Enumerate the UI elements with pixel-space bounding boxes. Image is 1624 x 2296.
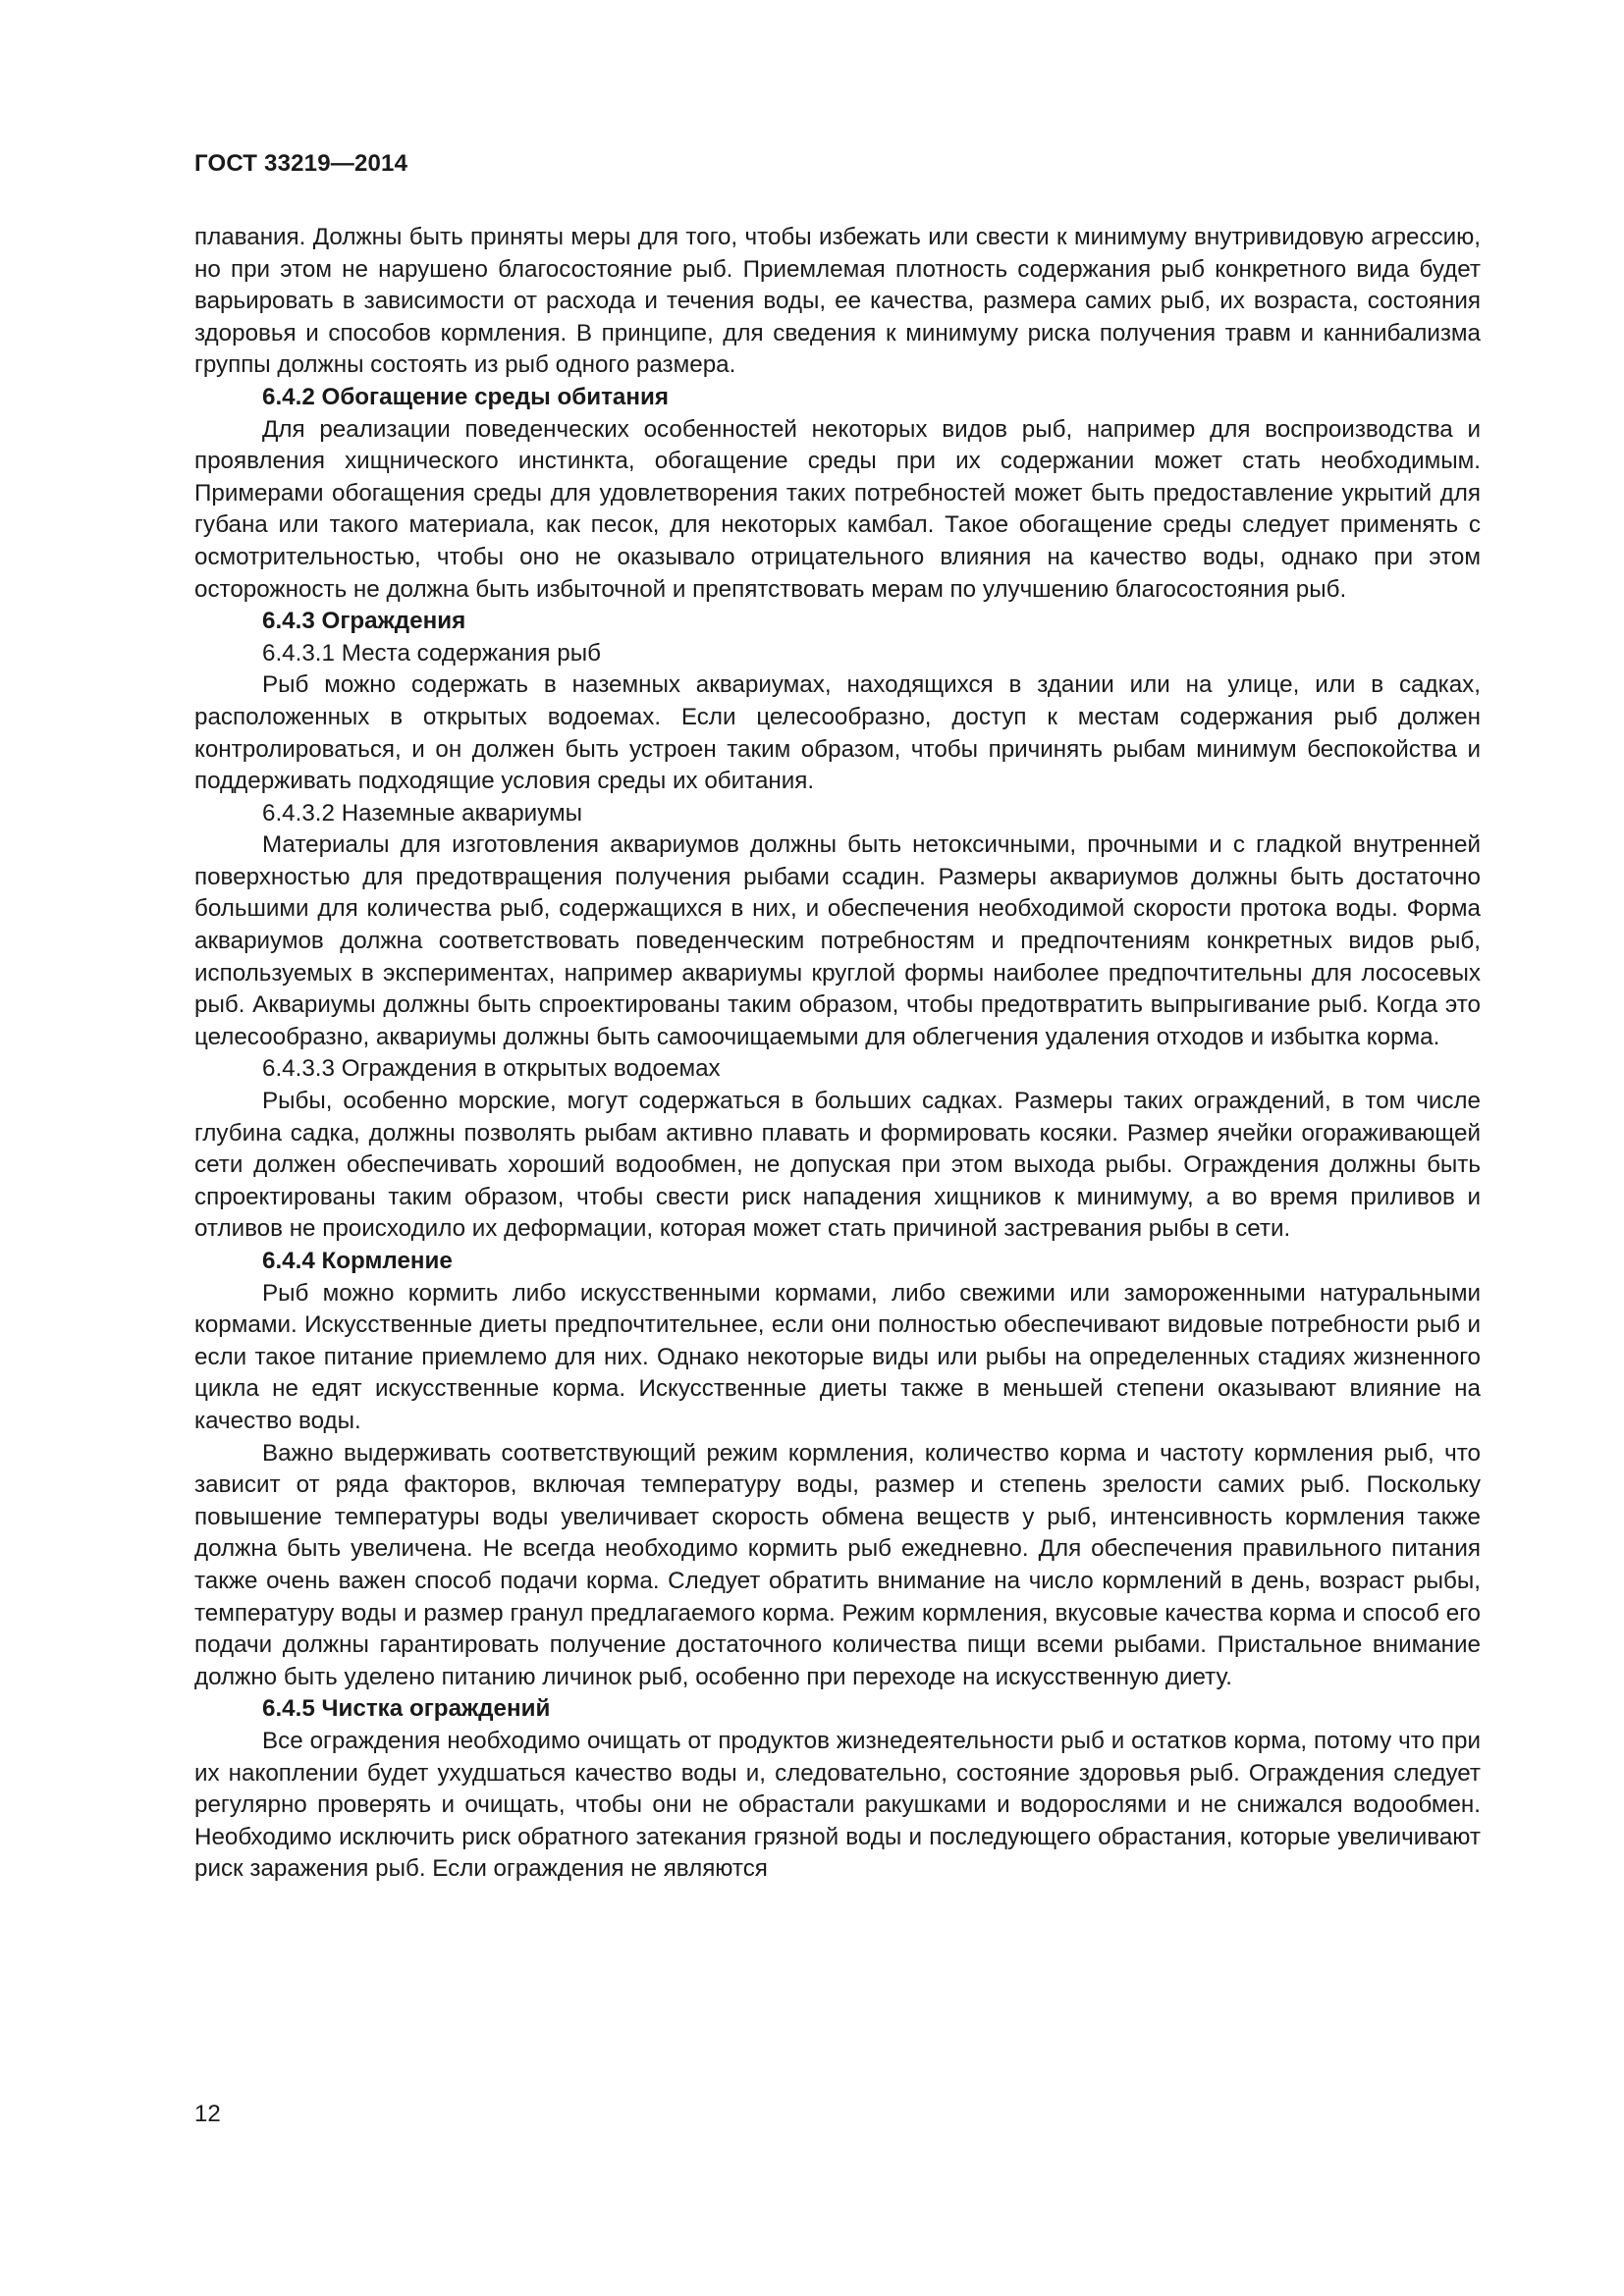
subsection-heading-6-4-3-2: 6.4.3.2 Наземные аквариумы [262, 799, 583, 827]
paragraph-enrichment: Для реализации поведенческих особенностей некоторых видов рыб, например для воспроизводства и проявления хищнического инстинкта, обогащение среды при их содержании может стать необходимым. Примерами обогащения среды для удовлетворения таких потребностей может быть предоставление укрытий для губана или такого материала, как песок, для некоторых камбал. Такое обогащение среды следует применять с осмотрительностью, чтобы оно не оказывало отрицательного влияния на качество воды, однако при этом осторожность не должна быть избыточной и препятствовать мерам по улучшению благосостояния рыб. [194, 415, 1481, 603]
section-heading-6-4-5: 6.4.5 Чистка ограждений [262, 1695, 551, 1723]
paragraph-feeding-diets: Рыб можно кормить либо искусственными кормами, либо свежими или замороженными натуральными кормами. Искусственные диеты предпочтительнее, если они полностью обеспечивают видовые потребности рыб и если такое питание приемлемо для них. Однако некоторые виды или рыбы на определенных стадиях жизненного цикла не едят искусственные корма. Искусственные диеты также в меньшей степени оказывают влияние на качество воды. [194, 1279, 1481, 1434]
section-heading-6-4-4: 6.4.4 Кормление [262, 1248, 453, 1274]
paragraph-continuation: плавания. Должны быть приняты меры для того, чтобы избежать или свести к минимуму внутривидовую агрессию, но при этом не нарушено благосостояние рыб. Приемлемая плотность содержания рыб конкретного вида будет варьировать в зависимости от расхода и течения воды, ее качества, размера самих рыб, их возраста, состояния здоровья и способов кормления. В принципе, для сведения к минимуму риска получения травм и каннибализма группы должны состоять из рыб одного размера. [194, 224, 1481, 379]
subsection-heading-6-4-3-3: 6.4.3.3 Ограждения в открытых водоемах [262, 1055, 721, 1083]
page-number: 12 [194, 2101, 221, 2127]
subsection-heading-6-4-3-1: 6.4.3.1 Места содержания рыб [262, 639, 601, 667]
paragraph-feeding-regime: Важно выдерживать соответствующий режим кормления, количество корма и частоту кормления рыб, что зависит от ряда факторов, включая температуру воды, размер и степень зрелости самих рыб. Поскольку повышение температуры воды увеличивает скорость обмена веществ у рыб, интенсивность кормления также должна быть увеличена. Не всегда необходимо кормить рыб ежедневно. Для обеспечения правильного питания также очень важен способ подачи корма. Следует обратить внимание на число кормлений в день, возраст рыбы, температуру воды и размер гранул предлагаемого корма. Режим кормления, вкусовые качества корма и способ его подачи должны гарантировать получение достаточного количества пищи всеми рыбами. Пристальное внимание должно быть уделено питанию личинок рыб, особенно при переходе на искусственную диету. [194, 1439, 1481, 1690]
standard-header: ГОСТ 33219—2014 [194, 150, 408, 177]
paragraph-enclosure-cleaning: Все ограждения необходимо очищать от продуктов жизнедеятельности рыб и остатков корма, потому что при их накоплении будет ухудшаться качество воды и, следовательно, состояние здоровья рыб. Ограждения следует регулярно проверять и очищать, чтобы они не обрастали ракушками и водорослями и не снижался водообмен. Необходимо исключить риск обратного затекания грязной воды и последующего обрастания, которые увеличивают риск заражения рыб. Если ограждения не являются [194, 1727, 1481, 1883]
paragraph-housing-places: Рыб можно содержать в наземных аквариумах, находящихся в здании или на улице, или в садках, расположенных в открытых водоемах. Если целесообразно, доступ к местам содержания рыб должен контролироваться, и он должен быть устроен таким образом, чтобы причинять рыбам минимум беспокойства и поддерживать подходящие условия среды их обитания. [194, 671, 1481, 795]
paragraph-open-water-enclosures: Рыбы, особенно морские, могут содержаться в больших садках. Размеры таких ограждений, в том числе глубина садка, должны позволять рыбам активно плавать и формировать косяки. Размер ячейки огораживающей сети должен обеспечивать хороший водообмен, не допуская при этом выхода рыбы. Ограждения должны быть спроектированы таким образом, чтобы свести риск нападения хищников к минимуму, а во время приливов и отливов не происходило их деформации, которая может стать причиной застревания рыбы в сети. [194, 1088, 1481, 1243]
section-heading-6-4-3: 6.4.3 Ограждения [262, 608, 466, 635]
section-heading-6-4-2: 6.4.2 Обогащение среды обитания [262, 383, 669, 410]
paragraph-aquariums: Материалы для изготовления аквариумов должны быть нетоксичными, прочными и с гладкой внутренней поверхностью для предотвращения получения рыбами ссадин. Размеры аквариумов должны быть достаточно большими для количества рыб, содержащихся в них, и обеспечения необходимой скорости протока воды. Форма аквариумов должна соответствовать поведенческим потребностям и предпочтениям конкретных видов рыб, используемых в экспериментах, например аквариумы круглой формы наиболее предпочтительны для лососевых рыб. Аквариумы должны быть спроектированы таким образом, чтобы предотвратить выпрыгивание рыб. Когда это целесообразно, аквариумы должны быть самоочищаемыми для облегчения удаления отходов и избытка корма. [194, 831, 1481, 1050]
body-text [194, 222, 1481, 1886]
